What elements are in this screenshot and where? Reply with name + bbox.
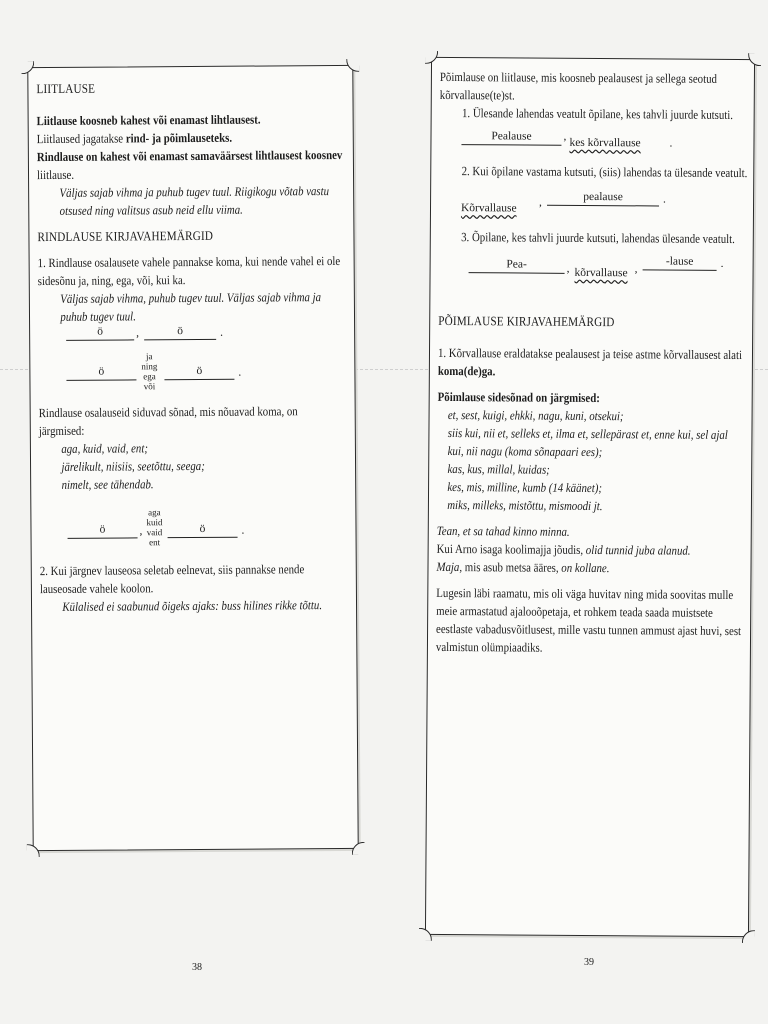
heading-liitlause: LIITLAUSE [36,80,96,97]
diagram-sentence-1: Pealause , kes kõrvallause . [439,122,747,164]
example-maja: Maja, mis asub metsa ääres, on kollane. [436,559,610,576]
example-2a: Väljas sajab vihma, puhub tugev tuul. Väljas sajab vihma ja [60,290,322,306]
conjunction-stack: ja ning ega või [141,351,158,392]
diagram-slot: ö [167,523,237,538]
diagram-sub-clause: kes kõrvallause [569,136,641,150]
diagram-sentence-3: Pea- , kõrvallause , -lause . [438,246,746,300]
long-example-4: valmistun olümpiaadiks. [435,639,543,655]
page-number-left: 38 [192,962,202,973]
diagram-sentence-2: Kõrvallause , pealause . [460,190,666,215]
example-2b: puhub tugev tuul. [60,309,136,324]
example-1b: otsused ning valitsus asub neid ellu viima. [59,202,243,218]
conj-list-4: kas, kus, millal, kuidas; [447,462,550,477]
example-3: Külalised ei saabunud õigeks ajaks: buss hilines rikke tõttu. [62,598,323,614]
diagram-slot: ö [164,365,234,380]
diagram-conjunction-2: ö , aga kuid vaid ent ö . [39,498,349,562]
left-page [27,65,358,851]
diagram-main-clause-part: Pea- [469,258,565,274]
sentence-3: 3. Õpilane, kes tahvli juurde kutsuti, lahendas ülesande veatult. [461,230,735,247]
definition-rindlause-end: liitlause. [36,167,75,183]
example-tean: Tean, et sa tahad kinno minna. [436,523,570,539]
rule-2b: järgmised: [38,423,85,439]
definition-poimlause: Põimlause on liitlause, mis koosneb pealausest ja sellega seotud [439,69,718,86]
rule-3a: 2. Kui järgnev lauseosa seletab eelnevat, siis pannakse nende [39,562,305,579]
conj-list-3: kui, nii nagu (koma sõnapaari ees); [447,444,603,460]
definition-types: Liitlaused jagatakse rind- ja põimlauseteks. [36,130,233,147]
diagram-main-clause-part: -lause [643,255,717,271]
conj-list-5: kes, mis, milline, kumb (14 käänet); [447,480,603,496]
heading-rindlause-marks: RINDLAUSE KIRJAVAHEMÄRGID [37,227,214,245]
sentence-2: 2. Kui õpilane vastama kutsuti, (siis) lahendas ta ülesande veatult. [461,164,748,181]
diagram-main-clause: Pealause [461,130,561,146]
words-3: nimelt, see tähendab. [61,477,154,492]
conj-list-2: siis kui, nii et, selleks et, ilma et, sellepärast et, enne kui, sel ajal [447,426,728,442]
conj-list-6: miks, milleks, mistõttu, mismoodi jt. [447,498,603,514]
conj-list-1: et, sest, kuigi, ehkki, nagu, kuni, otsekui; [447,408,624,424]
rule-k1b: koma(de)ga. [437,363,496,379]
example-arno: Kui Arno isaga koolimajja jõudis, olid tunnid juba alanud. [436,541,691,558]
definition-poimlause-end: kõrvallause(te)st. [439,87,515,103]
rule-2a: Rindlause osalauseid siduvad sõnad, mis nõuavad koma, on [38,404,298,421]
rule-1a: 1. Rindlause osalausete vahele pannakse koma, kui nende vahel ei ole [37,253,341,271]
diagram-slot: ö [66,365,136,380]
diagram-sub-clause: Kõrvallause [460,202,517,215]
right-page [425,57,755,937]
long-example-3: eestlaste vabadusvõitlusest, mille vastu tunnen ammust ajast huvi, sest [436,621,742,639]
definition-liitlause: Liitlause koosneb kahest või enamast lihtlausest. [36,112,261,129]
diagram-comma: ö , ö . [38,324,348,348]
diagram-slot: ö [66,325,134,340]
rule-1b: sidesõnu ja, ning, ega, või, kui ka. [37,273,186,289]
example-1a: Väljas sajab vihma ja puhub tugev tuul. Riigikogu võtab vastu [59,184,330,200]
diagram-main-clause: pealause [547,191,659,207]
sentence-1: 1. Ülesande lahendas veatult õpilane, kes tahvli juurde kutsuti. [461,106,734,122]
words-1: aga, kuid, vaid, ent; [61,441,148,456]
diagram-sub-clause: kõrvallause [574,266,628,280]
definition-rindlause: Rindlause on kahest või enamast samaväärsest lihtlausest koosnev [36,147,343,165]
long-example-1: Lugesin läbi raamatu, mis oli väga huvitav ning mida soovitas mulle [436,585,734,603]
words-2: järelikult, niisiis, seetõttu, seega; [61,458,205,474]
long-example-2: meie armastatud ajalooõpetaja, et rohkem teada saada muistsete [436,603,713,620]
conjunctions-title: Põimlause sidesõnad on järgmised: [437,389,600,406]
heading-poimlause-marks: PÕIMLAUSE KIRJAVAHEMÄRGID [438,312,615,330]
rule-3b: lauseosade vahele koolon. [39,581,154,597]
conjunction-stack: aga kuid vaid ent [146,507,163,548]
diagram-conjunction-1: ö ja ning ega või ö . [38,346,348,404]
diagram-slot: ö [144,325,216,341]
rule-k1a: 1. Kõrvallause eraldatakse pealausest ja teise astme kõrvallausest alati [437,345,743,363]
page-number-right: 39 [584,957,594,968]
diagram-slot: ö [67,523,137,538]
